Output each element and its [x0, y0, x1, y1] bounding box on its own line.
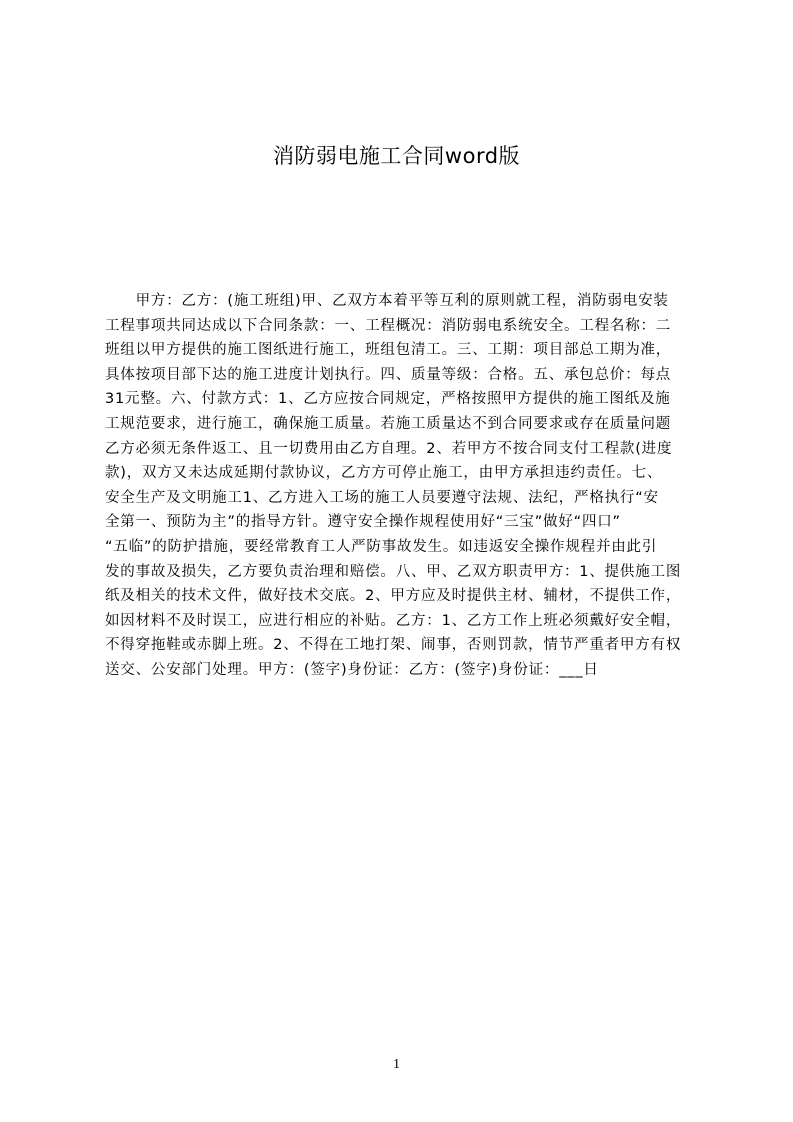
body-line: 如因材料不及时误工，应进行相应的补贴。乙方：1、乙方工作上班必须戴好安全帽， [105, 612, 682, 629]
body-line: 发的事故及损失，乙方要负责治理和赔偿。八、甲、乙双方职责甲方：1、提供施工图 [105, 563, 682, 580]
body-line: 31元整。六、付款方式：1、乙方应按合同规定，严格按照甲方提供的施工图纸及施 [105, 391, 671, 408]
body-line: 甲方：乙方：(施工班组)甲、乙双方本着平等互利的原则就工程，消防弱电安装 [105, 293, 669, 309]
body-line: 送交、公安部门处理。甲方：(签字)身份证：乙方：(签字)身份证：___日 [105, 661, 599, 678]
document-title: 消防弱电施工合同word版 [272, 144, 521, 168]
body-line: 工程事项共同达成以下合同条款：一、工程概况：消防弱电系统安全。工程名称：二 [105, 317, 672, 334]
body-line: 班组以甲方提供的施工图纸进行施工，班组包清工。三、工期：项目部总工期为准， [105, 342, 672, 359]
body-line: 工规范要求，进行施工，确保施工质量。若施工质量达不到合同要求或存在质量问题 [105, 415, 672, 432]
body-line: 款)，双方又未达成延期付款协议，乙方方可停止施工，由甲方承担违约责任。七、 [105, 465, 663, 482]
body-line: 乙方必须无条件返工、且一切费用由乙方自理。2、若甲方不按合同支付工程款(进度 [105, 440, 673, 457]
page-number: 1 [393, 1057, 400, 1072]
body-line: “五临”的防护措施，要经常教育工人严防事故发生。如违返安全操作规程并由此引 [105, 538, 658, 555]
body-line: 不得穿拖鞋或赤脚上班。2、不得在工地打架、闹事，否则罚款，情节严重者甲方有权 [105, 637, 682, 654]
body-line: 安全生产及文明施工1、乙方进入工场的施工人员要遵守法规、法纪，严格执行“安 [105, 489, 659, 506]
body-line: 具体按项目部下达的施工进度计划执行。四、质量等级：合格。五、承包总价：每点 [105, 366, 672, 383]
contract-body [105, 289, 697, 683]
body-line: 纸及相关的技术文件，做好技术交底。2、甲方应及时提供主材、辅材，不提供工作， [105, 588, 682, 605]
body-line: 全第一、预防为主”的指导方针。遵守安全操作规程使用好“三宝”做好“四口” [105, 514, 621, 531]
